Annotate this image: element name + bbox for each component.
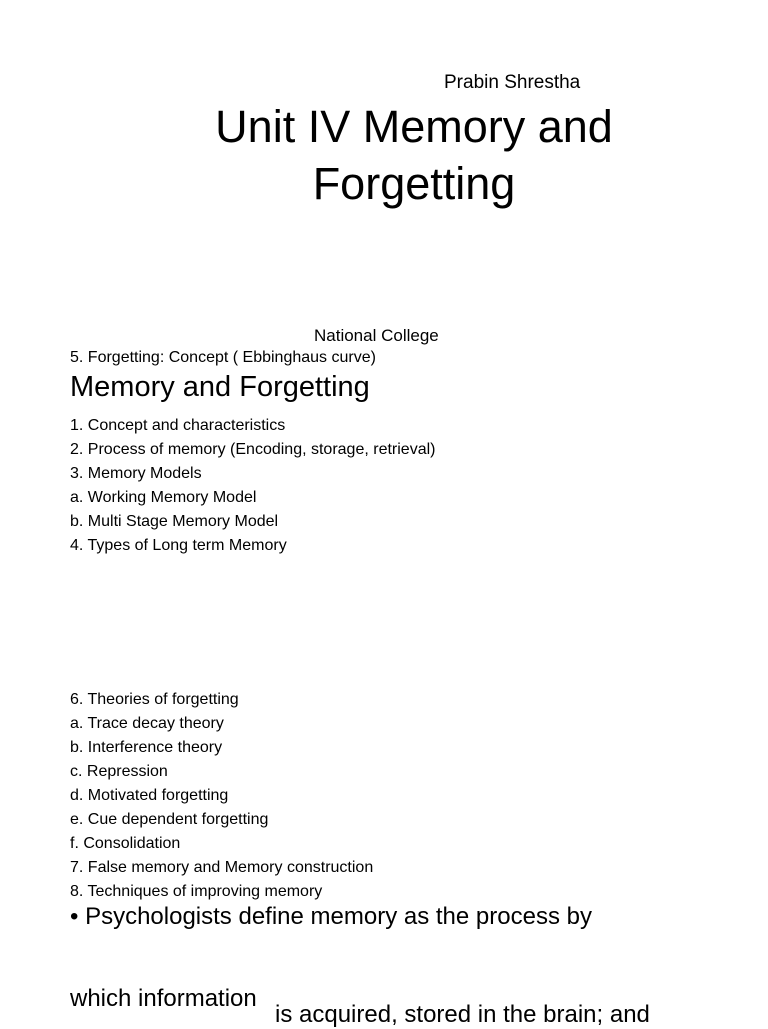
list-item: b. Interference theory [70, 739, 223, 756]
list-item: 6. Theories of forgetting [70, 691, 239, 708]
topics-list-1 [70, 414, 435, 558]
document-title-line-1: Unit IV Memory and [215, 101, 613, 152]
topics-list-2 [70, 688, 373, 904]
document-title-line-2: Forgetting [312, 158, 516, 209]
list-item: c. Repression [70, 763, 168, 780]
list-item: a. Working Memory Model [70, 489, 257, 506]
definition-paragraph-line-1: • Psychologists define memory as the process by [70, 903, 592, 930]
list-item: 7. False memory and Memory construction [70, 859, 374, 876]
definition-paragraph-line-3: is acquired, stored in the brain; and [275, 1001, 650, 1028]
list-item: 4. Types of Long term Memory [70, 537, 287, 554]
college-name: National College [314, 326, 439, 345]
list-item: 2. Process of memory (Encoding, storage, retrieval) [70, 441, 436, 458]
list-item: f. Consolidation [70, 835, 181, 852]
list-item: e. Cue dependent forgetting [70, 811, 269, 828]
list-item: b. Multi Stage Memory Model [70, 513, 279, 530]
definition-paragraph-line-2: which information [70, 985, 257, 1012]
author-name: Prabin Shrestha [444, 72, 581, 93]
list-item: 1. Concept and characteristics [70, 417, 286, 434]
list-item-forgetting-concept: 5. Forgetting: Concept ( Ebbinghaus curve) [70, 349, 376, 366]
list-item: 8. Techniques of improving memory [70, 883, 323, 900]
list-item: d. Motivated forgetting [70, 787, 229, 804]
list-item: a. Trace decay theory [70, 715, 224, 732]
list-item: 3. Memory Models [70, 465, 202, 482]
section-heading: Memory and Forgetting [70, 371, 370, 403]
